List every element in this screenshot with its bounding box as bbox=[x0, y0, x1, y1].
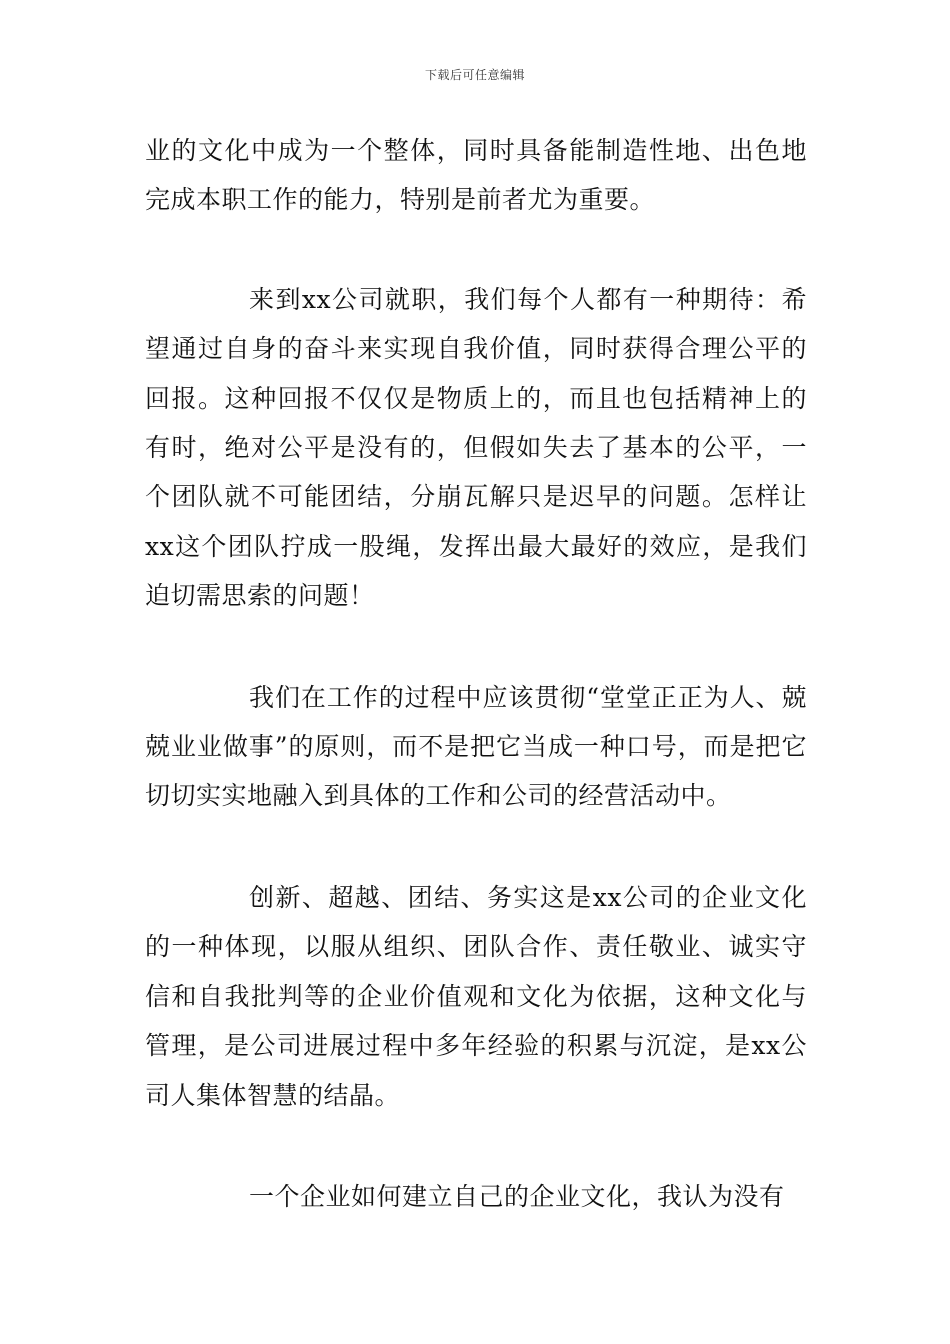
header-note: 下载后可任意编辑 bbox=[424, 68, 525, 82]
paragraph-culture: 创新、超越、团结、务实这是xx公司的企业文化的一种体现，以服从组织、团队合作、责任敬业、诚实守信和自我批判等的企业价值观和文化为依据，这种文化与管理，是公司进展过程中多年经验的积累与沉淀，是xx公司人集体智慧的结晶。 bbox=[145, 882, 807, 1110]
paragraph-expectation: 来到xx公司就职，我们每个人都有一种期待：希望通过自身的奋斗来实现自我价值，同时获得合理公平的回报。这种回报不仅仅是物质上的，而且也包括精神上的有时，绝对公平是没有的，但假如失去了基本的公平，一个团队就不可能团结，分崩瓦解只是迟早的问题。怎样让xx这个团队拧成一股绳，发挥出最大最好的效应，是我们迫切需思索的问题！ bbox=[145, 284, 807, 611]
paragraph-building-culture: 一个企业如何建立自己的企业文化，我认为没有 bbox=[249, 1181, 785, 1211]
paragraph-continuation: 业的文化中成为一个整体，同时具备能制造性地、出色地完成本职工作的能力，特别是前者尤为重要。 bbox=[145, 136, 807, 215]
document-body bbox=[145, 126, 807, 1273]
paragraph-principle: 我们在工作的过程中应该贯彻“堂堂正正为人、兢兢业业做事”的原则，而不是把它当成一种口号，而是把它切切实实地融入到具体的工作和公司的经营活动中。 bbox=[145, 682, 807, 811]
